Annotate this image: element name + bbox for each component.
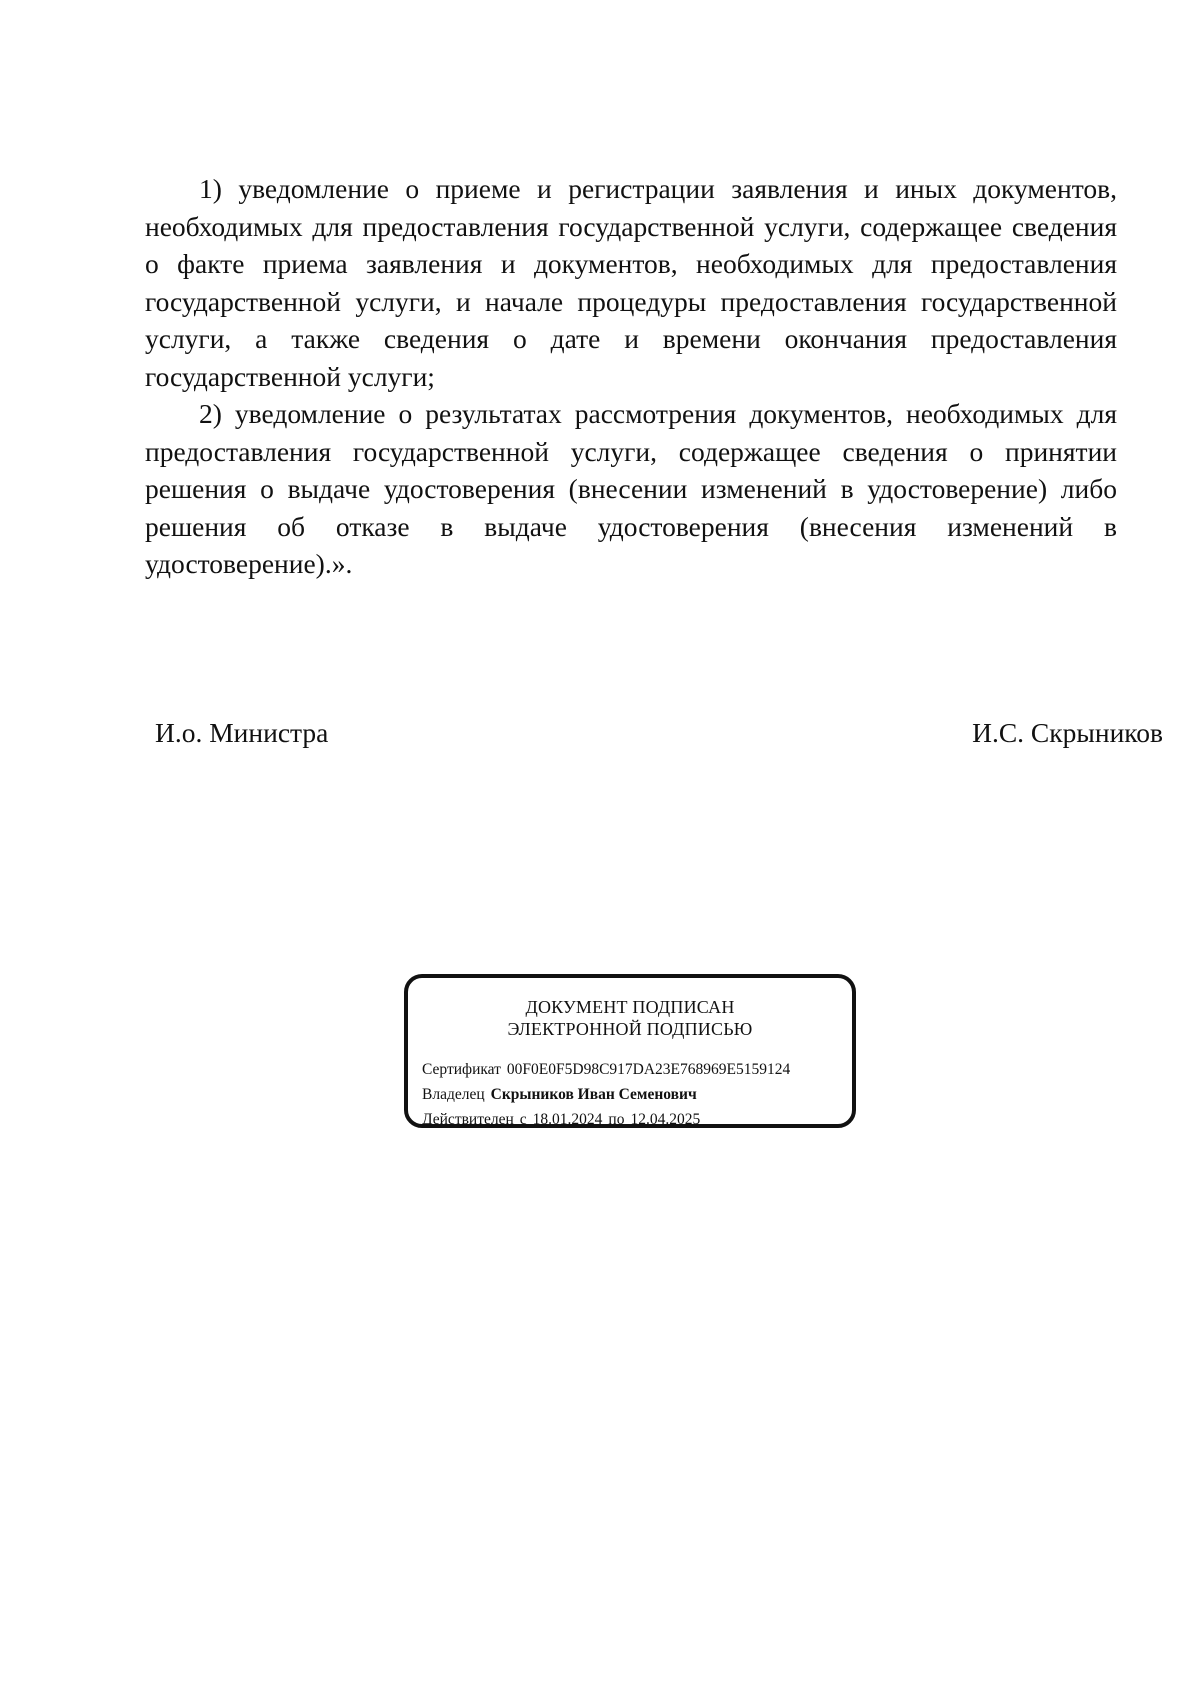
owner-value: Скрыников Иван Семенович: [490, 1086, 697, 1103]
valid-from-date: 18.01.2024: [532, 1111, 603, 1128]
stamp-details: [422, 1057, 790, 1132]
owner-label: Владелец: [422, 1086, 485, 1103]
stamp-heading: [408, 996, 852, 1040]
stamp-heading-line-1: ДОКУМЕНТ ПОДПИСАН: [525, 997, 735, 1017]
valid-label: Действителен: [422, 1111, 514, 1128]
signatory-name: И.С. Скрыников: [972, 717, 1163, 748]
certificate-value: 00F0E0F5D98C917DA23E768969E5159124: [506, 1061, 791, 1078]
valid-to-label: по: [608, 1111, 625, 1128]
stamp-heading-line-2: ЭЛЕКТРОННОЙ ПОДПИСЬЮ: [507, 1019, 753, 1039]
certificate-label: Сертификат: [422, 1061, 501, 1078]
valid-from-label: с: [519, 1111, 527, 1128]
certificate-line: [422, 1057, 790, 1082]
paragraph-item-1: 1) уведомление о приеме и регистрации заявления и иных документов, необходимых для предоставления государственной услуги, содержащее сведения о факте приема заявления и документов, необходимых для предоставления государственной услуги, и начале процедуры предоставления государственной услуги, а также сведения о дате и времени окончания предоставления государственной услуги;: [145, 173, 1117, 392]
paragraph-item-2: 2) уведомление о результатах рассмотрения документов, необходимых для предоставления государственной услуги, содержащее сведения о принятии решения о выдаче удостоверения (внесении изменений в удостоверение) либо решения об отказе в выдаче удостоверения (внесения изменений в удостоверение).».: [145, 398, 1117, 579]
document-body: [145, 170, 1117, 583]
electronic-signature-stamp: [404, 974, 856, 1128]
validity-line: [422, 1107, 790, 1132]
signatory-position: И.о. Министра: [155, 717, 329, 748]
owner-line: [422, 1082, 790, 1107]
valid-to-date: 12.04.2025: [630, 1111, 701, 1128]
